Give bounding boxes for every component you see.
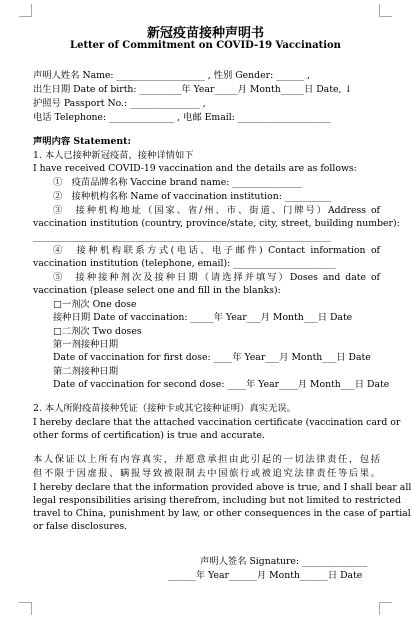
- first-dose-label-cn: 第一剂接种日期: [53, 339, 119, 350]
- certificate-declaration-en-1: I hereby declare that the attached vaccination certificate (vaccination card or: [33, 417, 401, 428]
- statement-item-1-cn: 1. 本人已接种新冠疫苗，接种详情如下: [33, 150, 194, 161]
- signature-line: 声明人签名 Signature: ______________: [200, 556, 368, 567]
- page-corner-mark: [19, 4, 32, 17]
- second-dose-label-cn: 第二剂接种日期: [53, 366, 119, 377]
- second-dose-date-line: Date of vaccination for second dose: ____年 Year____月 Month___日 Date: [53, 379, 390, 390]
- vaccine-brand-line: ① 疫苗品牌名称 Vaccine brand name: _______________: [53, 177, 303, 188]
- document-title-english: Letter of Commitment on COVID-19 Vaccination: [70, 40, 341, 51]
- guarantee-en-1: I hereby declare that the information provided above is true, and I shall bear all: [33, 482, 411, 493]
- name-gender-line: 声明人姓名 Name: ___________________ , 性别 Gender: ______ ,: [33, 70, 310, 81]
- institution-name-line: ② 接种机构名称 Name of vaccination institution: __________: [53, 191, 332, 202]
- guarantee-en-4: or false disclosures.: [33, 521, 128, 532]
- document-title-chinese: 新冠疫苗接种声明书: [146, 26, 264, 41]
- signature-date-line: ______年 Year______月 Month______日 Date: [168, 570, 363, 581]
- institution-address-cn-line: ③ 接种机构地址（国家、省/州、市、街道、门牌号）Address of: [53, 205, 380, 216]
- statement-heading: 声明内容 Statement:: [33, 136, 131, 147]
- contact-line: 电话 Telephone: ______________ , 电邮 Email: ____________________: [33, 112, 331, 123]
- statement-item-1-en: I have received COVID-19 vaccination and the details are as follows:: [33, 163, 357, 174]
- passport-line: 护照号 Passport No.: _______________ ,: [33, 98, 206, 109]
- page-corner-mark: [379, 602, 392, 615]
- guarantee-cn-1: 本人保证以上所有内容真实，并愿意承担由此引起的一切法律责任，包括: [33, 454, 380, 465]
- guarantee-en-2: legal responsibilities arising therefrom, including but not limited to restricted: [33, 495, 401, 506]
- doses-date-heading: ⑤ 接种接种剂次及接种日期（请选择并填写）Doses and date of: [53, 272, 380, 283]
- guarantee-cn-2: 但不限于因虚报、瞒报导致被限制去中国旅行或被追究法律责任等后果。: [33, 468, 380, 479]
- certificate-declaration-cn: 2. 本人所附疫苗接种凭证（接种卡或其它接种证明）真实无误。: [33, 403, 296, 414]
- institution-contact-line: ④ 接种机构联系方式(电话、电子邮件) Contact information of: [53, 245, 380, 256]
- doses-date-instruction: vaccination (please select one and fill in the blanks):: [33, 285, 281, 296]
- first-dose-date-line: Date of vaccination for first dose: ____年 Year___月 Month___日 Date: [53, 352, 371, 363]
- guarantee-en-3: travel to China, punishment by law, or other consequences in the case of partial: [33, 508, 411, 519]
- page-corner-mark: [19, 602, 32, 615]
- certificate-declaration-en-2: other forms of certification) is true and accurate.: [33, 430, 265, 441]
- page-corner-mark: [379, 4, 392, 17]
- institution-contact-blank-line: vaccination institution (telephone, email): ______________________: [33, 258, 336, 269]
- two-doses-option: □二剂次 Two doses: [53, 326, 142, 337]
- one-dose-option: □一剂次 One dose: [53, 299, 137, 310]
- one-dose-date-line: 接种日期 Date of vaccination: _____年 Year___月 Month___日 Date: [53, 312, 353, 323]
- institution-address-en-line: vaccination institution (country, province/state, city, street, building number):: [33, 218, 400, 229]
- institution-address-blank: ________________________________________________________________: [33, 231, 331, 242]
- birth-date-line: 出生日期 Date of birth: _________年 Year_____月 Month_____日 Date, ↓: [33, 84, 353, 95]
